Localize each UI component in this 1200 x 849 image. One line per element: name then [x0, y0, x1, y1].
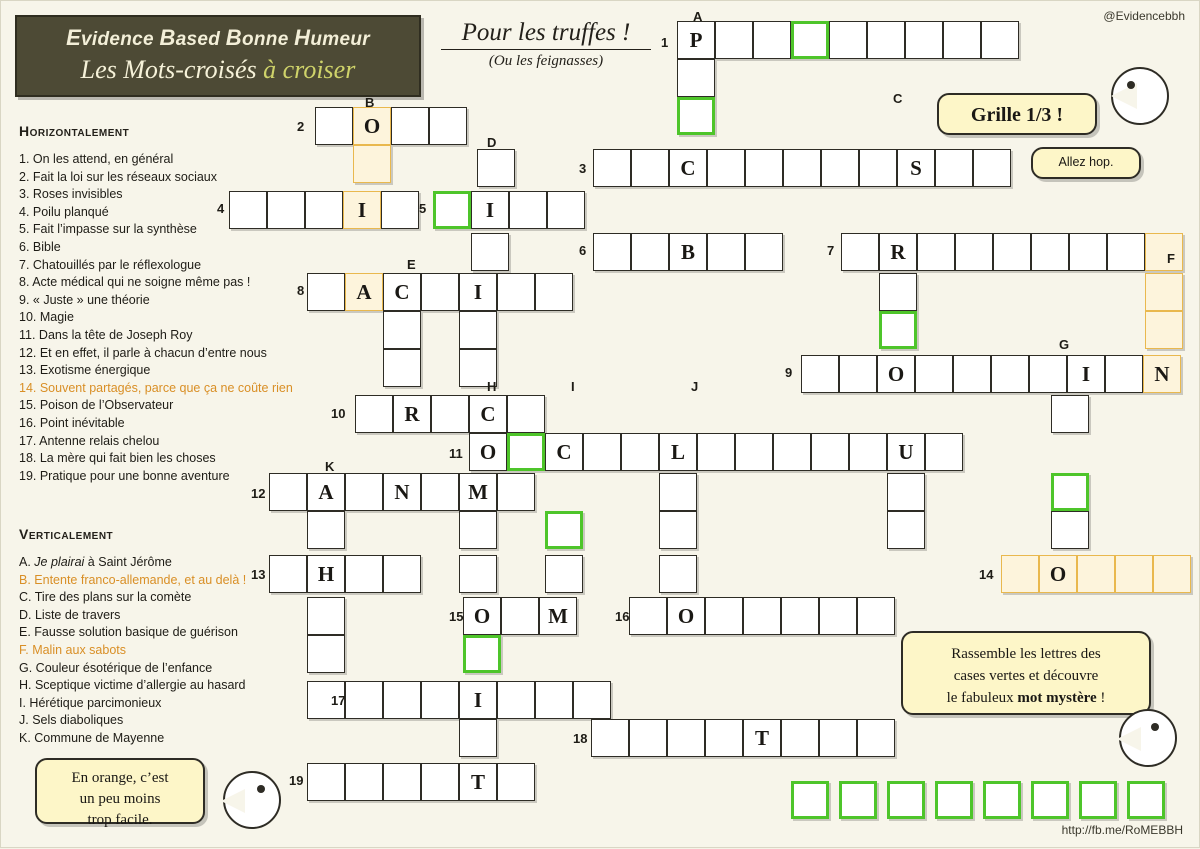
grid-cell[interactable]	[879, 273, 917, 311]
grid-cell[interactable]	[229, 191, 267, 229]
grid-cell[interactable]	[897, 149, 935, 187]
grid-cell[interactable]	[917, 233, 955, 271]
grid-cell[interactable]	[981, 21, 1019, 59]
grid-cell[interactable]	[305, 191, 343, 229]
grid-cell-letter: R	[890, 240, 906, 264]
bubble-allez-hop: Allez hop.	[1031, 147, 1141, 179]
across-clue-5: 5. Fait l’impasse sur la synthèse	[19, 222, 197, 237]
grid-cell-letter: O	[677, 604, 695, 628]
across-clue-15: 15. Poison de l’Observateur	[19, 398, 174, 413]
grid-row-number: 16	[615, 609, 630, 624]
grid-cell[interactable]	[915, 355, 953, 393]
grid-row-number: 5	[419, 201, 427, 216]
grid-cell[interactable]	[1107, 233, 1145, 271]
grid-cell-orange[interactable]	[1077, 555, 1115, 593]
grid-cell[interactable]	[383, 311, 421, 349]
grid-cell[interactable]	[383, 555, 421, 593]
grid-cell-green[interactable]	[983, 781, 1021, 819]
down-clue-4: D. Liste de travers	[19, 607, 121, 622]
grid-row-number: 4	[217, 201, 225, 216]
grid-cell-green[interactable]	[1051, 473, 1089, 511]
across-clue-2: 2. Fait la loi sur les réseaux sociaux	[19, 169, 218, 184]
pacman-icon	[1111, 67, 1169, 125]
grid-cell[interactable]	[669, 233, 707, 271]
grid-cell-letter: O	[887, 362, 905, 386]
grid-cell[interactable]	[345, 681, 383, 719]
grid-cell[interactable]	[1105, 355, 1143, 393]
grid-cell[interactable]	[887, 433, 925, 471]
grid-column-letter: H	[487, 379, 497, 394]
pacman-icon	[223, 771, 281, 829]
grid-cell-green[interactable]	[935, 781, 973, 819]
grid-cell-letter: C	[394, 280, 410, 304]
grid-cell[interactable]	[383, 349, 421, 387]
across-clue-7: 7. Chatouillés par le réflexologue	[19, 257, 202, 272]
grid-row-number: 10	[331, 406, 346, 421]
grid-cell[interactable]	[1069, 233, 1107, 271]
grid-cell[interactable]	[801, 355, 839, 393]
grid-cell[interactable]	[573, 681, 611, 719]
grid-column-letter: F	[1167, 251, 1175, 266]
grid-cell-letter: I	[485, 198, 495, 222]
grid-cell[interactable]	[659, 511, 697, 549]
grid-cell[interactable]	[773, 433, 811, 471]
grid-row-number: 17	[331, 693, 346, 708]
grid-cell[interactable]	[953, 355, 991, 393]
grid-cell[interactable]	[677, 59, 715, 97]
grid-cell[interactable]	[267, 191, 305, 229]
grid-cell[interactable]	[477, 149, 515, 187]
grid-column-letter: B	[365, 95, 375, 110]
subtitle-main: Pour les truffes !	[461, 19, 631, 46]
grid-cell[interactable]	[459, 273, 497, 311]
grid-cell[interactable]	[707, 233, 745, 271]
grid-row-number: 1	[661, 35, 669, 50]
grid-cell-orange[interactable]	[345, 273, 383, 311]
grid-cell-letter: I	[473, 688, 483, 712]
grid-cell[interactable]	[307, 635, 345, 673]
across-clue-13: 13. Exotisme énergique	[19, 363, 151, 378]
grid-cell[interactable]	[849, 433, 887, 471]
grid-cell-green[interactable]	[1127, 781, 1165, 819]
grid-cell-letter: C	[680, 156, 696, 180]
grid-cell[interactable]	[307, 597, 345, 635]
grid-cell[interactable]	[629, 719, 667, 757]
grid-cell[interactable]	[667, 719, 705, 757]
grid-cell-letter: N	[1154, 362, 1170, 386]
grid-cell[interactable]	[497, 681, 535, 719]
grid-cell[interactable]	[705, 597, 743, 635]
grid-cell[interactable]	[459, 719, 497, 757]
grid-cell[interactable]	[1051, 395, 1089, 433]
grid-cell[interactable]	[383, 473, 421, 511]
grid-cell[interactable]	[459, 311, 497, 349]
grid-row-number: 13	[251, 567, 266, 582]
grid-cell[interactable]	[593, 149, 631, 187]
grid-cell-letter: H	[317, 562, 335, 586]
grid-cell-letter: A	[356, 280, 372, 304]
grid-cell[interactable]	[463, 597, 501, 635]
orange-line1: En orange, c’est	[71, 770, 169, 786]
pacman-icon	[1119, 709, 1177, 767]
grid-cell[interactable]	[935, 149, 973, 187]
grid-row-number: 12	[251, 486, 266, 501]
grid-cell[interactable]	[545, 433, 583, 471]
grid-cell-orange[interactable]	[1143, 355, 1181, 393]
grid-column-letter: D	[487, 135, 497, 150]
across-heading: Horizontalement	[19, 123, 130, 139]
grid-cell-letter: T	[754, 726, 769, 750]
down-clue-9: I. Hérétique parcimonieux	[19, 695, 162, 710]
grid-cell[interactable]	[841, 233, 879, 271]
grid-cell-letter: I	[473, 280, 483, 304]
grid-cell-letter: C	[556, 440, 572, 464]
grid-cell[interactable]	[535, 681, 573, 719]
grid-cell[interactable]	[781, 597, 819, 635]
down-clue-1: A. Je plairai à Saint Jérôme	[19, 555, 172, 569]
grid-cell[interactable]	[857, 597, 895, 635]
grid-cell-letter: U	[898, 440, 914, 464]
puzzle-title-accent: à croiser	[263, 55, 356, 84]
grid-cell-green[interactable]	[677, 97, 715, 135]
grid-row-number: 18	[573, 731, 588, 746]
grid-cell[interactable]	[783, 149, 821, 187]
grid-cell[interactable]	[669, 149, 707, 187]
grid-cell-letter: I	[357, 198, 367, 222]
down-clue-2: B. Entente franco-allemande, et au delà !	[19, 572, 247, 587]
grid-row-number: 14	[979, 567, 994, 582]
across-clue-17: 17. Antenne relais chelou	[19, 433, 160, 448]
grid-cell[interactable]	[1031, 233, 1069, 271]
grid-cell[interactable]	[307, 555, 345, 593]
grid-cell-orange[interactable]	[1115, 555, 1153, 593]
grid-cell[interactable]	[659, 473, 697, 511]
down-clue-7: G. Couleur ésotérique de l’enfance	[19, 660, 213, 675]
grid-cell[interactable]	[507, 395, 545, 433]
grid-row-number: 9	[785, 365, 793, 380]
across-clue-3: 3. Roses invisibles	[19, 187, 123, 202]
grid-cell[interactable]	[811, 433, 849, 471]
grid-cell-green[interactable]	[433, 191, 471, 229]
grid-column-letter: K	[325, 459, 335, 474]
grid-row-number: 6	[579, 243, 587, 258]
grid-cell-green[interactable]	[1079, 781, 1117, 819]
grid-cell[interactable]	[879, 233, 917, 271]
grid-cell[interactable]	[859, 149, 897, 187]
grid-row-number: 2	[297, 119, 305, 134]
down-heading: Verticalement	[19, 526, 114, 542]
grid-cell[interactable]	[497, 763, 535, 801]
grid-cell[interactable]	[867, 21, 905, 59]
grid-column-letter: E	[407, 257, 416, 272]
grid-cell-orange[interactable]	[1145, 311, 1183, 349]
grid-cell[interactable]	[839, 355, 877, 393]
grid-cell[interactable]	[471, 233, 509, 271]
grid-cell[interactable]	[659, 555, 697, 593]
grid-cell[interactable]	[383, 763, 421, 801]
grid-cell-green[interactable]	[545, 511, 583, 549]
grid-row-number: 7	[827, 243, 835, 258]
grid-row-number: 11	[449, 446, 463, 461]
grid-cell[interactable]	[459, 681, 497, 719]
grid-cell-green[interactable]	[791, 781, 829, 819]
grid-cell[interactable]	[1029, 355, 1067, 393]
grid-cell[interactable]	[497, 473, 535, 511]
grid-cell[interactable]	[459, 763, 497, 801]
grid-cell[interactable]	[307, 763, 345, 801]
grid-cell-green[interactable]	[463, 635, 501, 673]
grid-cell-letter: P	[689, 28, 703, 52]
grid-cell[interactable]	[315, 107, 353, 145]
grid-cell-orange[interactable]	[1039, 555, 1077, 593]
grid-cell[interactable]	[925, 433, 963, 471]
across-clue-18: 18. La mère qui fait bien les choses	[19, 451, 216, 466]
grid-cell-orange[interactable]	[353, 145, 391, 183]
grid-cell[interactable]	[431, 395, 469, 433]
across-clue-19: 19. Pratique pour une bonne aventure	[19, 468, 230, 483]
bubble-mot-mystere	[901, 631, 1151, 715]
bubble-orange-hint	[35, 758, 205, 828]
grid-cell-letter: I	[1081, 362, 1091, 386]
footer-url: http://fb.me/RoMEBBH	[1061, 823, 1183, 837]
down-clue-5: E. Fausse solution basique de guérison	[19, 625, 238, 640]
grid-row-number: 8	[297, 283, 305, 298]
grid-cell[interactable]	[821, 149, 859, 187]
grid-cell-green[interactable]	[839, 781, 877, 819]
down-clue-6: F. Malin aux sabots	[19, 642, 126, 657]
grid-cell[interactable]	[509, 191, 547, 229]
brand-title: Evidence Based Bonne Humeur	[66, 25, 370, 50]
grid-cell-letter: R	[404, 402, 420, 426]
social-handle: @Evidencebbh	[1103, 9, 1185, 23]
grid-cell-green[interactable]	[791, 21, 829, 59]
grid-cell-orange[interactable]	[1153, 555, 1191, 593]
grid-cell[interactable]	[659, 433, 697, 471]
grid-cell[interactable]	[829, 21, 867, 59]
grid-cell[interactable]	[735, 433, 773, 471]
grid-row-number: 3	[579, 161, 587, 176]
grid-cell-letter: N	[394, 480, 410, 504]
grid-cell[interactable]	[355, 395, 393, 433]
grid-cell-letter: O	[479, 440, 497, 464]
grid-row-number: 19	[289, 773, 304, 788]
down-clue-10: J. Sels diaboliques	[19, 713, 124, 728]
grid-cell[interactable]	[307, 273, 345, 311]
grid-cell[interactable]	[631, 233, 669, 271]
grid-cell[interactable]	[307, 473, 345, 511]
across-clue-8: 8. Acte médical qui ne soigne même pas !	[19, 275, 251, 290]
grid-cell[interactable]	[547, 191, 585, 229]
grid-column-letter: J	[691, 379, 699, 394]
grid-cell[interactable]	[887, 511, 925, 549]
across-clue-12: 12. Et en effet, il parle à chacun d’entre nous	[19, 345, 267, 360]
down-clue-3: C. Tire des plans sur la comète	[19, 590, 192, 605]
grid-cell[interactable]	[459, 473, 497, 511]
rassemble-line3c: !	[1096, 690, 1106, 706]
grid-cell[interactable]	[677, 21, 715, 59]
grid-cell[interactable]	[745, 149, 783, 187]
subtitle-sub: (Ou les feignasses)	[488, 53, 604, 69]
grid-cell[interactable]	[471, 191, 509, 229]
across-clue-1: 1. On les attend, en général	[19, 152, 174, 166]
grid-cell[interactable]	[631, 149, 669, 187]
grid-cell[interactable]	[743, 719, 781, 757]
down-clue-11: K. Commune de Mayenne	[19, 730, 165, 745]
grid-cell[interactable]	[697, 433, 735, 471]
across-clue-16: 16. Point inévitable	[19, 415, 125, 430]
grid-cell[interactable]	[421, 763, 459, 801]
orange-line3: trop facile.	[87, 812, 153, 828]
rassemble-line2: cases vertes et découvre	[953, 668, 1099, 684]
grid-cell[interactable]	[345, 555, 383, 593]
grid-cell[interactable]	[819, 719, 857, 757]
across-clue-14: 14. Souvent partagés, parce que ça ne coûte rien	[19, 380, 293, 395]
bubble-grille: Grille 1/3 !	[937, 93, 1097, 135]
grid-cell[interactable]	[459, 555, 497, 593]
grid-cell-green[interactable]	[1031, 781, 1069, 819]
grid-cell-letter: O	[1049, 562, 1067, 586]
grid-cell-letter: M	[468, 480, 488, 504]
grid-cell-green[interactable]	[507, 433, 545, 471]
grid-cell[interactable]	[707, 149, 745, 187]
grid-cell-letter: S	[910, 156, 922, 180]
grid-cell-letter: O	[363, 114, 381, 138]
across-clue-10: 10. Magie	[19, 310, 74, 325]
grid-cell-green[interactable]	[887, 781, 925, 819]
grid-cell[interactable]	[943, 21, 981, 59]
rassemble-line1: Rassemble les lettres des	[951, 646, 1101, 662]
grid-cell[interactable]	[307, 511, 345, 549]
grid-cell[interactable]	[629, 597, 667, 635]
grid-column-letter: C	[893, 91, 903, 106]
grid-cell[interactable]	[501, 597, 539, 635]
grid-cell[interactable]	[877, 355, 915, 393]
grid-cell[interactable]	[745, 233, 783, 271]
grid-cell-orange[interactable]	[353, 107, 391, 145]
orange-line2: un peu moins	[79, 791, 161, 807]
grid-cell-orange[interactable]	[343, 191, 381, 229]
grid-cell[interactable]	[469, 395, 507, 433]
across-clue-9: 9. « Juste » une théorie	[19, 292, 150, 307]
grid-cell[interactable]	[383, 681, 421, 719]
down-clue-8: H. Sceptique victime d’allergie au hasard	[19, 678, 246, 693]
grid-cell[interactable]	[955, 233, 993, 271]
grid-cell[interactable]	[705, 719, 743, 757]
grid-cell[interactable]	[345, 473, 383, 511]
grid-row-number: 15	[449, 609, 464, 624]
grid-cell[interactable]	[1051, 511, 1089, 549]
grid-cell[interactable]	[269, 473, 307, 511]
grid-cell-orange[interactable]	[1145, 233, 1183, 271]
grid-cell-green[interactable]	[879, 311, 917, 349]
grid-cell[interactable]	[345, 763, 383, 801]
grid-cell[interactable]	[993, 233, 1031, 271]
grid-cell[interactable]	[887, 473, 925, 511]
grid-cell-orange[interactable]	[1001, 555, 1039, 593]
grid-cell[interactable]	[497, 273, 535, 311]
grid-cell[interactable]	[539, 597, 577, 635]
grid-cell-letter: C	[480, 402, 496, 426]
grid-cell[interactable]	[743, 597, 781, 635]
rassemble-line3a: le fabuleux	[946, 690, 1018, 706]
across-clue-4: 4. Poilu planqué	[19, 204, 109, 219]
grid-cell[interactable]	[715, 21, 753, 59]
grid-cell[interactable]	[591, 719, 629, 757]
grid-cell[interactable]	[421, 473, 459, 511]
grid-cell[interactable]	[535, 273, 573, 311]
grid-cell[interactable]	[1067, 355, 1105, 393]
grid-cell-letter: M	[548, 604, 568, 628]
grid-cell[interactable]	[421, 273, 459, 311]
grid-cell[interactable]	[383, 273, 421, 311]
grid-cell[interactable]	[991, 355, 1029, 393]
grid-cell[interactable]	[753, 21, 791, 59]
grid-column-letter: A	[693, 9, 703, 24]
grid-cell[interactable]	[905, 21, 943, 59]
grid-cell[interactable]	[421, 681, 459, 719]
grid-cell[interactable]	[819, 597, 857, 635]
grid-cell-orange[interactable]	[1145, 273, 1183, 311]
grid-cell-letter: O	[473, 604, 491, 628]
grid-column-letter: I	[571, 379, 575, 394]
across-clue-6: 6. Bible	[19, 239, 61, 254]
grid-column-letter: G	[1059, 337, 1070, 352]
grid-cell[interactable]	[459, 511, 497, 549]
grid-cell-letter: B	[680, 240, 695, 264]
grid-cell[interactable]	[391, 107, 429, 145]
grid-cell[interactable]	[545, 555, 583, 593]
grid-cell[interactable]	[973, 149, 1011, 187]
grid-cell[interactable]	[429, 107, 467, 145]
grid-cell[interactable]	[667, 597, 705, 635]
grid-cell-letter: L	[670, 440, 685, 464]
grid-cell[interactable]	[269, 555, 307, 593]
grid-cell-letter: T	[470, 770, 485, 794]
grid-cell[interactable]	[781, 719, 819, 757]
grid-cell[interactable]	[593, 233, 631, 271]
grid-cell[interactable]	[469, 433, 507, 471]
grid-cell[interactable]	[393, 395, 431, 433]
grid-cell-letter: A	[318, 480, 334, 504]
puzzle-title-main: Les Mots-croisés	[80, 55, 264, 84]
rassemble-line3b: mot mystère	[1017, 690, 1097, 706]
grid-cell[interactable]	[621, 433, 659, 471]
across-clue-11: 11. Dans la tête de Joseph Roy	[19, 327, 193, 342]
grid-cell[interactable]	[583, 433, 621, 471]
grid-cell[interactable]	[381, 191, 419, 229]
grid-cell[interactable]	[857, 719, 895, 757]
